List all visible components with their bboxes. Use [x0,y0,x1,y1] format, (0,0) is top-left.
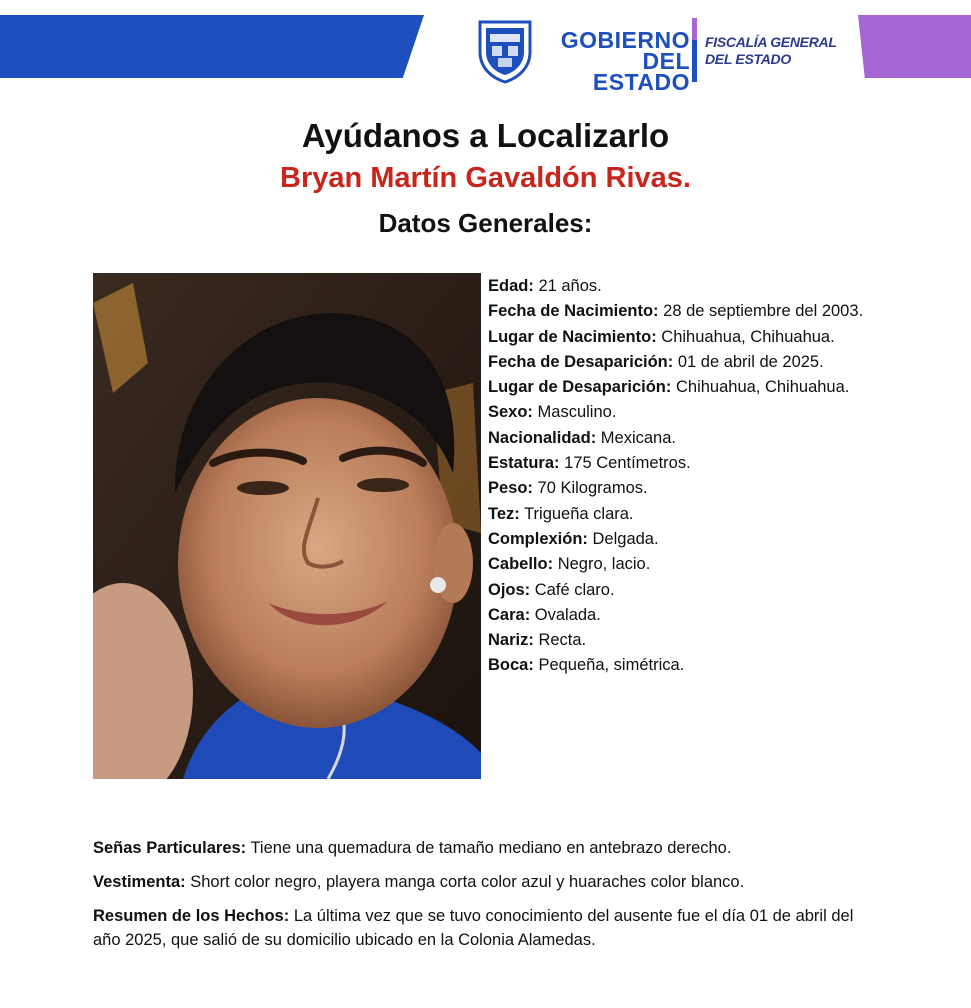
detail-row [488,375,883,400]
detail-row [488,628,883,653]
detail-row [488,502,883,527]
fiscalia-general-logo: FISCALÍA GENERAL DEL ESTADO [705,34,837,67]
detail-value: 01 de abril de 2025. [677,352,824,371]
detail-row [488,451,883,476]
detail-label: Fecha de Desaparición: [488,352,674,371]
detail-row [488,653,883,678]
detail-value: 28 de septiembre del 2003. [663,302,864,321]
header-blue-band [0,15,424,78]
senas-particulares: Señas Particulares: Tiene una quemadura de tamaño mediano en antebrazo derecho. [93,839,732,857]
detail-value: 70 Kilogramos. [537,479,648,498]
detail-label: Complexión: [488,529,588,548]
header-purple-band [858,15,971,78]
detail-value: Café claro. [534,580,615,599]
detail-row [488,274,883,299]
detail-row [488,350,883,375]
vestimenta: Vestimenta: Short color negro, playera manga corta color azul y huaraches color blanco. [93,873,745,891]
portrait-illustration [93,273,481,779]
detail-label: Edad: [488,277,534,295]
detail-label: Tez: [488,504,520,523]
detail-value: Negro, lacio. [557,555,651,574]
detail-label: Lugar de Desaparición: [488,378,672,397]
logo-divider-accent [692,18,697,40]
detail-row [488,603,883,628]
detail-value: Chihuahua, Chihuahua. [675,378,850,397]
detail-row [488,325,883,350]
detail-value: Delgada. [592,529,659,548]
detail-label: Sexo: [488,403,533,422]
missing-person-photo [93,273,481,779]
detail-row [488,299,883,324]
detail-label: Boca: [488,656,534,675]
state-coat-of-arms-icon [476,18,534,84]
detail-row [488,527,883,552]
detail-label: Ojos: [488,580,531,599]
detail-label: Nacionalidad: [488,428,597,447]
detail-value: 21 años. [538,277,602,295]
page-title: Ayúdanos a Localizarlo [301,117,670,154]
detail-label: Estatura: [488,454,560,473]
detail-label: Lugar de Nacimiento: [488,327,657,346]
detail-value: Ovalada. [534,605,601,624]
detail-value: Masculino. [537,403,617,422]
detail-row [488,426,883,451]
section-heading: Datos Generales: [378,208,593,238]
detail-value: Pequeña, simétrica. [538,656,685,675]
detail-value: Trigueña clara. [524,504,634,523]
detail-label: Peso: [488,479,533,498]
detail-value: Mexicana. [600,428,676,447]
missing-person-name: Bryan Martín Gavaldón Rivas. [280,162,691,194]
additional-info [93,836,883,962]
detail-label: Cara: [488,605,531,624]
detail-label: Nariz: [488,631,534,650]
detail-label: Cabello: [488,555,554,574]
detail-row [488,400,883,425]
resumen-hechos: Resumen de los Hechos: La última vez que se tuvo conocimiento del ausente fue el día 01 de abril del año 2025, que salió de su domicilio ubicado en la Colonia Alamedas. [93,907,854,949]
detail-value: Chihuahua, Chihuahua. [661,327,835,346]
gobierno-del-estado-logo: GOBIERNO DEL ESTADO [560,27,690,95]
detail-value: Recta. [538,631,587,650]
detail-row [488,552,883,577]
general-data-list [488,274,883,679]
detail-row [488,578,883,603]
detail-row [488,476,883,501]
detail-label: Fecha de Nacimiento: [488,302,659,321]
detail-value: 175 Centímetros. [564,454,691,473]
